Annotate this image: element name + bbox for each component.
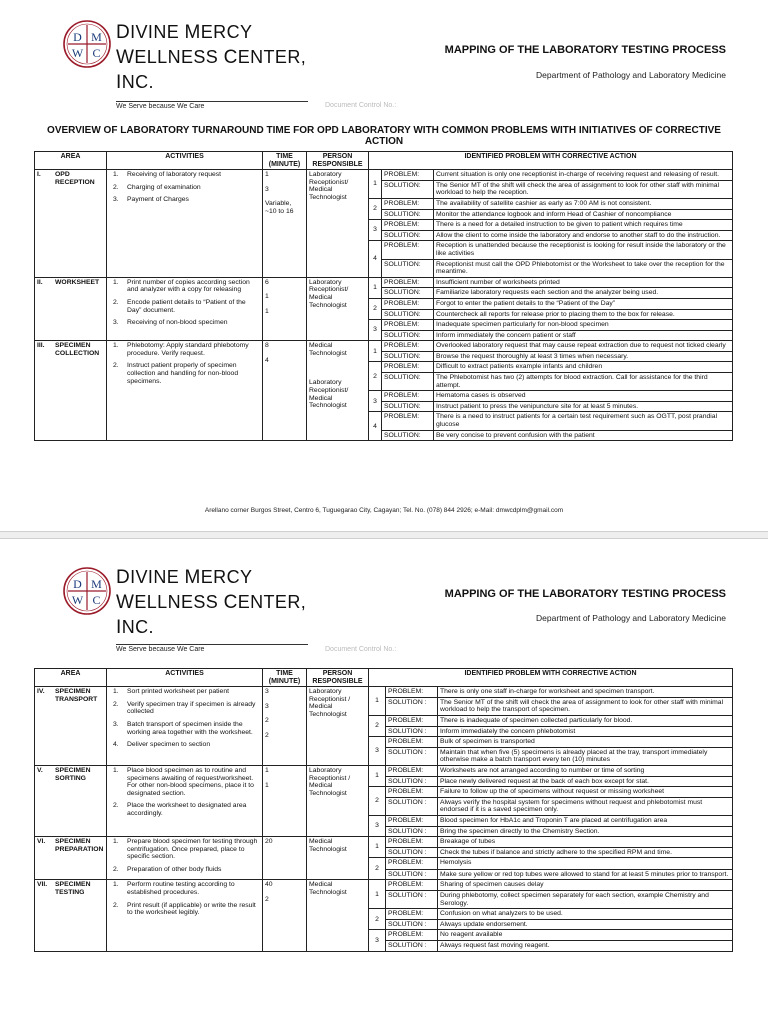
solution-text: The Phlebotomist has two (2) attempts for blood extraction. Call for assistance for the third attempt.: [434, 373, 733, 391]
activity-number: 1.: [113, 766, 119, 774]
activity-item: [109, 319, 260, 327]
problem-label: PROBLEM:: [386, 787, 438, 798]
solution-label: SOLUTION:: [382, 309, 434, 320]
time-value: 20: [265, 838, 273, 846]
table-row: [35, 765, 733, 776]
problem-number: 1: [369, 880, 386, 909]
activity-number: 1.: [113, 688, 119, 696]
solution-text: The Senior MT of the shift will check the area of assignment to look for other staff with minimal workload to help the transport of specimen.: [438, 697, 733, 715]
time-value: 2: [265, 731, 269, 739]
area-cell: [35, 880, 107, 951]
activity-number: 2.: [113, 362, 119, 370]
col-header-problem: IDENTIFIED PROBLEM WITH CORRECTIVE ACTION: [369, 152, 733, 170]
solution-text: Always request fast moving reagent.: [438, 941, 733, 952]
person-cell: [307, 837, 369, 880]
process-table-page-1: [34, 151, 733, 441]
person-cell: [307, 687, 369, 766]
area-roman: VI.: [37, 838, 46, 846]
person-responsible: Laboratory Receptionist / Medical Technologist: [309, 766, 351, 797]
activity-text: Perform routine testing according to established procedures.: [127, 881, 235, 897]
activities-list: [109, 279, 260, 327]
person-responsible: Medical Technologist: [309, 881, 347, 897]
person-responsible: Laboratory Receptionist/ Medical Technologist: [309, 171, 349, 201]
activity-text: Print number of copies according section and analyzer with a copy for releasing: [127, 278, 250, 294]
activity-number: 2.: [113, 865, 119, 873]
activity-text: Receiving of laboratory request: [127, 171, 222, 179]
activity-number: 1.: [113, 278, 119, 286]
solution-text: Browse the request thoroughly at least 3 times when necessary.: [434, 351, 733, 362]
time-value: 3: [265, 702, 269, 710]
problem-text: Overlooked laboratory request that may cause repeat extraction due to request not ticked clearly: [434, 341, 733, 352]
solution-text: Bring the specimen directly to the Chemistry Section.: [438, 826, 733, 837]
area-roman: II.: [37, 278, 43, 286]
problem-label: PROBLEM:: [386, 909, 438, 920]
solution-text: Familiarize laboratory requests each section and the analyzer being used.: [434, 288, 733, 299]
solution-label: SOLUTION:: [382, 401, 434, 412]
problem-text: Failure to follow up the of specimens without request or missing worksheet: [438, 787, 733, 798]
activity-item: [109, 184, 260, 192]
activity-number: 4.: [113, 741, 119, 749]
area-cell: [35, 765, 107, 836]
col-header-area: AREA: [35, 669, 107, 687]
problem-number: 3: [369, 815, 386, 836]
area-cell: [35, 170, 107, 278]
activity-item: [109, 171, 260, 179]
activity-item: [109, 299, 260, 314]
time-value: Variable, ~10 to 16: [265, 200, 294, 215]
problem-number: 2: [369, 298, 382, 319]
solution-label: SOLUTION :: [386, 776, 438, 787]
page-2: [0, 540, 768, 1024]
table-row: [35, 837, 733, 848]
problem-number: 3: [369, 930, 386, 951]
activity-item: [109, 721, 260, 736]
activity-text: Payment of Charges: [127, 196, 189, 204]
tagline: We Serve because We Care: [116, 644, 308, 653]
time-cell: [263, 341, 307, 441]
logo-letter-w: W: [71, 593, 84, 607]
time-value: 4: [265, 356, 269, 364]
person-cell: [307, 341, 369, 441]
page-separator: [0, 531, 768, 539]
problem-number: 3: [369, 737, 386, 766]
problem-text: Confusion on what analyzers to be used.: [438, 909, 733, 920]
activities-cell: [107, 765, 263, 836]
activity-number: 1.: [113, 342, 119, 350]
problem-text: There is a need for a detailed instruction to be given to patient which requires time: [434, 220, 733, 231]
time-value: 40: [265, 881, 273, 889]
time-value: 2: [265, 896, 269, 904]
area-name: SPECIMEN TESTING: [55, 881, 91, 897]
area-roman: VII.: [37, 881, 48, 889]
problem-text: Worksheets are not arranged according to number or time of sorting: [438, 765, 733, 776]
logo-letter-c: C: [92, 593, 101, 607]
time-value: 3: [265, 688, 269, 696]
activity-number: 2.: [113, 700, 119, 708]
activities-list: [109, 838, 260, 873]
problem-text: Hemolysis: [438, 858, 733, 870]
time-cell: [263, 170, 307, 278]
person-responsible: Medical Technologist: [309, 838, 347, 853]
solution-text: Monitor the attendance logbook and inform Head of Cashier of noncompliance: [434, 209, 733, 220]
area-cell: [35, 277, 107, 341]
time-cell: [263, 687, 307, 766]
problem-text: Hematoma cases is observed: [434, 391, 733, 402]
solution-text: Maintain that when five (5) specimens is already placed at the tray, transport immediately otherwise make a batch transport every ten (10) minutes: [438, 747, 733, 765]
problem-label: PROBLEM:: [382, 198, 434, 209]
solution-text: Instruct patient to press the venipuncture site for at least 5 minutes.: [434, 401, 733, 412]
area-cell: [35, 837, 107, 880]
problem-text: Forgot to enter the patient details to the “Patient of the Day”: [434, 298, 733, 309]
problem-number: 1: [369, 765, 386, 786]
time-cell: [263, 837, 307, 880]
problem-number: 2: [369, 362, 382, 391]
problem-number: 3: [369, 320, 382, 341]
activity-number: 1.: [113, 838, 119, 846]
time-value: 1: [265, 307, 269, 315]
person-cell: [307, 880, 369, 951]
time-value: 1: [265, 171, 269, 179]
activities-cell: [107, 341, 263, 441]
problem-number: 3: [369, 220, 382, 241]
problem-text: Current situation is only one receptionist in-charge of receiving request and releasing of result.: [434, 170, 733, 181]
problem-text: No reagent available: [438, 930, 733, 941]
person-cell: [307, 170, 369, 278]
solution-text: Be very concise to prevent confusion with the patient: [434, 430, 733, 441]
col-header-time: TIME (MINUTE): [263, 669, 307, 687]
activity-item: [109, 196, 260, 204]
problem-label: PROBLEM:: [382, 391, 434, 402]
company-name: DIVINE MERCY WELLNESS CENTER, INC.: [116, 22, 307, 93]
mapping-title: MAPPING OF THE LABORATORY TESTING PROCESS: [444, 44, 726, 56]
solution-text: Make sure yellow or red top tubes were allowed to stand for at least 5 minutes prior to transport.: [438, 869, 733, 880]
solution-label: SOLUTION :: [386, 919, 438, 930]
solution-label: SOLUTION:: [382, 259, 434, 277]
solution-label: SOLUTION :: [386, 797, 438, 815]
logo-letter-m: M: [91, 577, 102, 591]
area-cell: [35, 687, 107, 766]
activity-item: [109, 362, 260, 385]
activity-item: [109, 767, 260, 797]
activities-list: [109, 767, 260, 818]
footer-address: Arellano corner Burgos Street, Centro 6, Tuguegarao City, Cagayan; Tel. No. (078) 844 2926; e-Mail: dmwcdplm@gmail.com: [204, 507, 564, 514]
activity-text: Place the worksheet to designated area accordingly.: [127, 802, 247, 817]
process-table-page-2: [34, 668, 733, 952]
activity-number: 1.: [113, 171, 119, 179]
area-roman: III.: [37, 342, 45, 350]
problem-number: 1: [369, 170, 382, 199]
area-name: SPECIMEN COLLECTION: [55, 342, 100, 357]
activity-number: 1.: [113, 881, 119, 889]
problem-label: PROBLEM:: [382, 362, 434, 373]
time-value: 1: [265, 766, 269, 774]
col-header-person: PERSON RESPONSIBLE: [307, 669, 369, 687]
solution-label: SOLUTION:: [382, 209, 434, 220]
activity-number: 3.: [113, 319, 119, 327]
solution-label: SOLUTION :: [386, 826, 438, 837]
company-name: DIVINE MERCY WELLNESS CENTER, INC.: [116, 567, 307, 638]
document-control-no: Document Control No.:: [325, 102, 397, 109]
activity-item: [109, 866, 260, 874]
solution-text: Always verify the hospital system for specimens without request and phlebotomist must endorsed if it is a saved specimen only.: [438, 797, 733, 815]
solution-label: SOLUTION:: [382, 180, 434, 198]
col-header-person: PERSON RESPONSIBLE: [307, 152, 369, 170]
solution-label: SOLUTION :: [386, 747, 438, 765]
solution-label: SOLUTION:: [382, 330, 434, 341]
tagline: We Serve because We Care: [116, 101, 308, 110]
mapping-title: MAPPING OF THE LABORATORY TESTING PROCESS: [444, 588, 726, 600]
problem-text: Insufficient number of worksheets printed: [434, 277, 733, 288]
table-row: [35, 341, 733, 352]
table-row: [35, 880, 733, 891]
solution-text: Place newly delivered request at the back of each box except for stat.: [438, 776, 733, 787]
activities-cell: [107, 880, 263, 951]
person-cell: [307, 765, 369, 836]
solution-text: The Senior MT of the shift will check the area of assignment to look for other staff with minimal workload to help the reception.: [434, 180, 733, 198]
table-row: [35, 687, 733, 698]
problem-label: PROBLEM:: [382, 298, 434, 309]
problem-text: Blood specimen for HbA1c and Troponin T are placed at centrifugation area: [438, 815, 733, 826]
activities-cell: [107, 277, 263, 341]
activities-list: [109, 342, 260, 385]
activity-number: 2.: [113, 183, 119, 191]
solution-text: Allow the client to come inside the laboratory and endorse to another staff to do the instruction.: [434, 230, 733, 241]
area-name: SPECIMEN SORTING: [55, 766, 91, 782]
activity-text: Prepare blood specimen for testing through centrifugation. Once prepared, place to specific section.: [127, 838, 258, 861]
activity-text: Receiving of non-blood specimen: [127, 319, 228, 327]
activity-number: 2.: [113, 298, 119, 306]
problem-number: 3: [369, 391, 382, 412]
activity-number: 2.: [113, 802, 119, 810]
area-roman: IV.: [37, 688, 45, 696]
person-cell: [307, 277, 369, 341]
problem-label: PROBLEM:: [386, 687, 438, 698]
solution-text: During phlebotomy, collect specimen separately for each section, example Chemistry and Serology.: [438, 891, 733, 909]
solution-text: Inform immediately the concern patient or staff: [434, 330, 733, 341]
solution-label: SOLUTION :: [386, 891, 438, 909]
activity-text: Charging of examination: [127, 183, 201, 191]
time-value: 2: [265, 717, 269, 725]
problem-text: Breakage of tubes: [438, 837, 733, 848]
area-name: SPECIMEN TRANSPORT: [55, 688, 98, 703]
activity-text: Instruct patient properly of specimen collection and handling for non-blood specimens.: [127, 362, 239, 385]
time-cell: [263, 765, 307, 836]
solution-text: Inform immediately the concern phlebotomist: [438, 726, 733, 737]
problem-label: PROBLEM:: [382, 241, 434, 259]
time-value: 1: [265, 781, 269, 789]
activity-item: [109, 802, 260, 817]
activity-item: [109, 902, 260, 917]
problem-number: 4: [369, 412, 382, 441]
problem-label: PROBLEM:: [386, 715, 438, 726]
activities-cell: [107, 170, 263, 278]
area-cell: [35, 341, 107, 441]
solution-text: Check the tubes if balance and strictly adhere to the specified RPM and time.: [438, 847, 733, 858]
time-cell: [263, 880, 307, 951]
problem-label: PROBLEM:: [386, 858, 438, 870]
solution-label: SOLUTION:: [382, 430, 434, 441]
problem-label: PROBLEM:: [386, 737, 438, 748]
time-cell: [263, 277, 307, 341]
problem-number: 2: [369, 909, 386, 930]
person-responsible: Laboratory Receptionist/ Medical Technologist: [309, 278, 349, 309]
dmwc-logo: [62, 19, 112, 69]
col-header-activities: ACTIVITIES: [107, 669, 263, 687]
dmwc-logo: [62, 566, 112, 616]
activity-text: Sort printed worksheet per patient: [127, 688, 230, 696]
activities-list: [109, 171, 260, 204]
problem-label: PROBLEM:: [382, 277, 434, 288]
solution-label: SOLUTION :: [386, 726, 438, 737]
area-roman: I.: [37, 171, 41, 179]
activity-text: Verify specimen tray if specimen is already collected: [127, 700, 256, 716]
problem-number: 2: [369, 858, 386, 880]
solution-label: SOLUTION :: [386, 847, 438, 858]
solution-label: SOLUTION :: [386, 697, 438, 715]
document-control-no: Document Control No.:: [325, 646, 397, 653]
problem-text: There is a need to instruct patients for a certain test requirement such as OGTT, post prandial glucose: [434, 412, 733, 430]
problem-number: 4: [369, 241, 382, 277]
area-roman: V.: [37, 766, 43, 774]
problem-text: The availability of satellite cashier as early as 7:00 AM is not consistent.: [434, 198, 733, 209]
person-responsible: Laboratory Receptionist / Medical Technologist: [309, 688, 351, 718]
activity-number: 2.: [113, 901, 119, 909]
problem-number: 2: [369, 198, 382, 219]
problem-label: PROBLEM:: [382, 170, 434, 181]
activity-item: [109, 741, 260, 749]
time-value: 6: [265, 278, 269, 286]
col-header-activities: ACTIVITIES: [107, 152, 263, 170]
problem-text: Bulk of specimen is transported: [438, 737, 733, 748]
col-header-problem: IDENTIFIED PROBLEM WITH CORRECTIVE ACTION: [369, 669, 733, 687]
solution-text: Countercheck all reports for release prior to placing them to the box for release.: [434, 309, 733, 320]
activity-item: [109, 838, 260, 861]
solution-label: SOLUTION:: [382, 230, 434, 241]
problem-label: PROBLEM:: [386, 930, 438, 941]
problem-number: 1: [369, 341, 382, 362]
logo-letter-m: M: [91, 30, 102, 44]
activity-item: [109, 342, 260, 357]
activities-cell: [107, 837, 263, 880]
problem-text: Inadequate specimen particularly for non-blood specimen: [434, 320, 733, 331]
col-header-area: AREA: [35, 152, 107, 170]
problem-label: PROBLEM:: [386, 837, 438, 848]
activity-text: Preparation of other body fluids: [127, 865, 222, 873]
problem-label: PROBLEM:: [382, 220, 434, 231]
problem-label: PROBLEM:: [386, 815, 438, 826]
solution-label: SOLUTION :: [386, 869, 438, 880]
problem-number: 2: [369, 787, 386, 816]
problem-text: There is only one staff in-charge for worksheet and specimen transport.: [438, 687, 733, 698]
solution-text: Always update endorsement.: [438, 919, 733, 930]
solution-label: SOLUTION:: [382, 373, 434, 391]
problem-label: PROBLEM:: [382, 341, 434, 352]
problem-text: Difficult to extract patients example infants and children: [434, 362, 733, 373]
activity-text: Place blood specimen as to routine and specimens awaiting of request/worksheet. For other non-blood specimens, place it to designated section.: [127, 766, 254, 797]
activity-text: Phlebotomy: Apply standard phlebotomy procedure. Verify request.: [127, 342, 249, 357]
solution-label: SOLUTION:: [382, 351, 434, 362]
solution-text: Receptionist must call the OPD Phlebotomist or the Worksheet to take over the reception for the meantime.: [434, 259, 733, 277]
problem-label: PROBLEM:: [386, 765, 438, 776]
table-row: [35, 170, 733, 181]
problem-text: There is inadequate of specimen collected particularly for blood.: [438, 715, 733, 726]
problem-label: PROBLEM:: [382, 412, 434, 430]
problem-number: 1: [369, 277, 382, 298]
problem-number: 1: [369, 837, 386, 858]
problem-number: 1: [369, 687, 386, 716]
logo-letter-w: W: [71, 46, 84, 60]
problem-label: PROBLEM:: [382, 320, 434, 331]
department-name: Department of Pathology and Laboratory Medicine: [536, 70, 726, 80]
overview-title: OVERVIEW OF LABORATORY TURNAROUND TIME FOR OPD LABORATORY WITH COMMON PROBLEMS WITH INITIATIVES OF CORRECTIVE ACTION: [47, 125, 721, 147]
area-name: OPD RECEPTION: [55, 171, 95, 186]
time-value: 3: [265, 185, 269, 193]
time-value: 8: [265, 342, 269, 350]
problem-number: 2: [369, 715, 386, 736]
activity-item: [109, 881, 260, 896]
activity-number: 3.: [113, 196, 119, 204]
area-name: SPECIMEN PREPARATION: [55, 838, 104, 853]
activity-item: [109, 688, 260, 696]
col-header-time: TIME (MINUTE): [263, 152, 307, 170]
activity-text: Deliver specimen to section: [127, 741, 211, 749]
logo-letter-d: D: [73, 577, 82, 591]
logo-letter-d: D: [73, 30, 82, 44]
person-responsible: Medical Technologist: [309, 342, 347, 357]
solution-label: SOLUTION :: [386, 941, 438, 952]
problem-text: Reception is unattended because the receptionist is looking for result inside the laboratory or the like activities: [434, 241, 733, 259]
logo-letter-c: C: [92, 46, 101, 60]
solution-label: SOLUTION:: [382, 288, 434, 299]
activities-list: [109, 881, 260, 916]
problem-text: Sharing of specimen causes delay: [438, 880, 733, 891]
person-responsible-2: Laboratory Receptionist/ Medical Technologist: [309, 379, 349, 410]
activity-item: [109, 701, 260, 716]
time-value: 1: [265, 293, 269, 301]
activities-cell: [107, 687, 263, 766]
problem-label: PROBLEM:: [386, 880, 438, 891]
activity-number: 3.: [113, 720, 119, 728]
department-name: Department of Pathology and Laboratory Medicine: [536, 613, 726, 623]
area-name: WORKSHEET: [55, 278, 100, 286]
activity-text: Print result (if applicable) or write the result to the worksheet legibly.: [127, 901, 256, 917]
activity-text: Encode patient details to “Patient of the Day” document.: [127, 298, 246, 314]
table-row: [35, 277, 733, 288]
activity-text: Batch transport of specimen inside the working area together with the worksheet.: [127, 720, 253, 736]
activities-list: [109, 688, 260, 749]
activity-item: [109, 279, 260, 294]
